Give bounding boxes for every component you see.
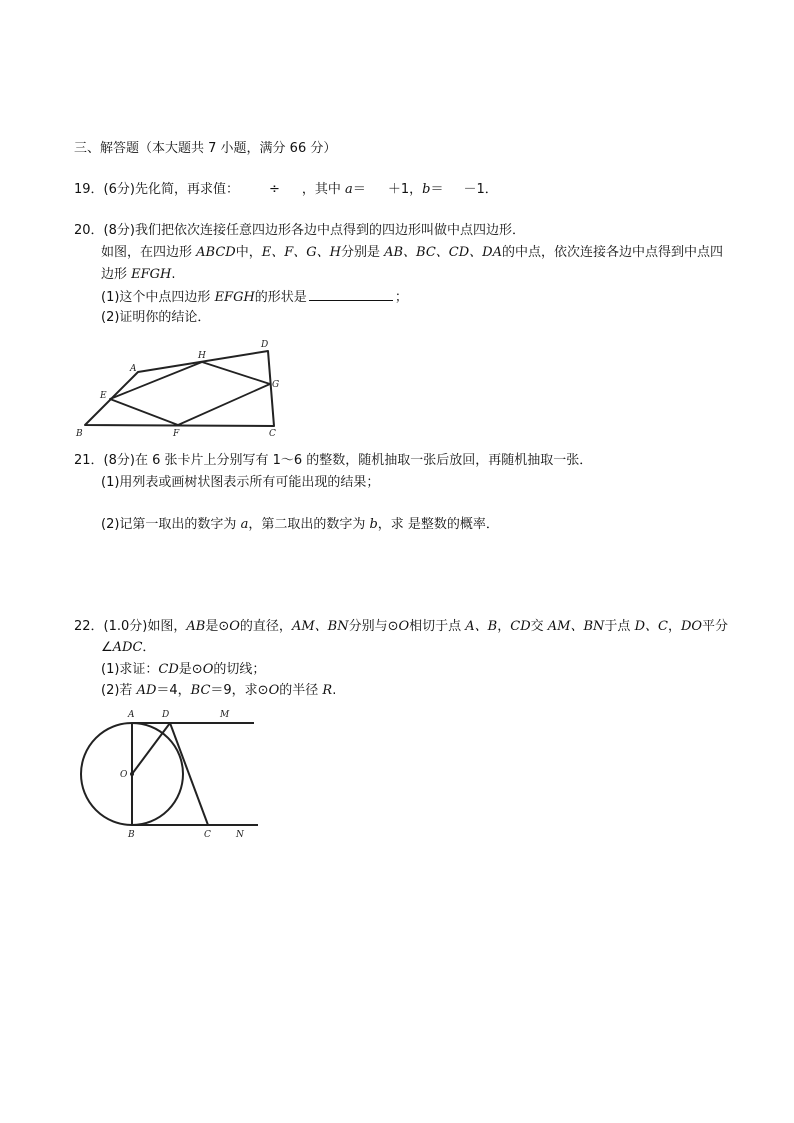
text: ， [497,619,511,634]
text: 分别是 [340,245,385,260]
question-22-line2 [101,639,155,657]
label-c: C [204,830,211,840]
question-text: 我们把依次连接任意四边形各边中点得到的四边形叫做中点四边形． [134,223,525,238]
text: EFGH [131,267,172,282]
equals: ＝ [352,182,366,197]
text: 的半径 [279,683,323,698]
text: ， [667,619,681,634]
label-b: B [76,429,83,439]
question-22-sub1 [101,661,265,679]
question-points: (1.0分) [103,619,148,634]
text: CD [158,662,179,677]
question-19 [74,181,498,199]
question-20-line3 [101,266,176,284]
answer-blank[interactable] [309,288,393,301]
question-number: 20． [74,223,104,238]
figure-circle-tangent [74,703,274,843]
quadrilateral-abcd [85,351,274,426]
label-m: M [220,710,230,720]
text: O [229,619,240,634]
question-20-sub1 [101,288,408,307]
divide-sign: ÷ [268,182,280,197]
text: 分别与⊙ [348,619,399,634]
text: EFGH [214,290,255,305]
text: CD [510,619,531,634]
text: AD [136,683,157,698]
figure-quadrilateral [74,337,304,437]
plus-one: ＋1， [387,182,423,197]
question-text: ，其中 [301,182,341,197]
text: O [202,662,214,677]
label-d: D [162,710,170,720]
variable-a: a [345,182,353,197]
question-text: 先化简，再求值： [134,182,239,197]
question-points: (6分) [103,182,135,197]
question-21-stem [74,452,592,470]
segment-od [132,723,170,774]
text: 是⊙ [178,662,203,677]
center-point [130,772,134,776]
question-21-sub2 [101,516,499,534]
text: . [171,267,176,282]
text: 的形状是 [254,290,307,305]
text: 如图，在四边形 [101,245,197,260]
text: O [268,683,280,698]
label-b: B [128,830,135,840]
text: 的中点，依次连接各边中点得到中点四 [501,245,723,260]
text: 平分 [702,619,729,634]
section-header: 三、解答题（本大题共 7 小题，满分 66 分） [74,141,337,156]
text: R [322,683,333,698]
text: D、C [634,619,668,634]
text: 如图， [147,619,187,634]
question-20-stem [74,222,525,240]
question-points: (8分) [103,223,135,238]
question-number: 19． [74,182,104,197]
question-number: 21． [74,453,104,468]
question-22-stem [74,618,728,636]
text: AM、BN [547,619,605,634]
text: AM、BN [291,619,349,634]
label-d: D [261,340,269,350]
text: E、F、G、H [261,245,341,260]
text: ． [142,640,156,655]
text: . [332,683,337,698]
text: 于点 [604,619,635,634]
text: ，求 是整数的概率． [377,517,499,532]
text: (1)这个中点四边形 [101,290,215,305]
text: DO [680,619,703,634]
question-text: 在 6 张卡片上分别写有 1～6 的整数，随机抽取一张后放回，再随机抽取一张． [134,453,593,468]
label-a: A [128,710,135,720]
text: 交 [530,619,548,634]
label-o: O [120,770,128,780]
text: BC [190,683,211,698]
question-20-line2 [101,244,723,262]
text: (2)记第一取出的数字为 [101,517,241,532]
equals: ＝ [430,182,444,197]
text: (2)若 [101,683,137,698]
question-20-sub2: (2)证明你的结论． [101,310,211,325]
text: AB、BC、CD、DA [384,245,502,260]
text: 中， [235,245,262,260]
label-g: G [272,380,280,390]
angle-sign: ∠ [101,640,113,655]
text: 边形 [101,267,132,282]
label-h: H [198,351,206,361]
text: O [398,619,410,634]
question-number: 22． [74,619,104,634]
text: (1)求证： [101,662,159,677]
text: 的切线； [213,662,266,677]
label-n: N [236,830,244,840]
text: ； [394,290,408,305]
question-21-sub1: (1)用列表或画树状图表示所有可能出现的结果； [101,475,380,490]
text: 相切于点 [409,619,466,634]
label-a: A [130,364,137,374]
text: ，第二取出的数字为 [248,517,370,532]
text: ABCD [196,245,236,260]
segment-dc [170,723,208,825]
variable-b: b [422,182,431,197]
question-22-sub2 [101,682,336,700]
text: ＝9，求⊙ [210,683,269,698]
text: A、B [465,619,498,634]
text: 的直径， [239,619,292,634]
minus-one: －1． [463,182,498,197]
text: ＝4， [156,683,191,698]
text: AB [186,619,206,634]
label-f: F [173,429,180,439]
label-e: E [100,391,107,401]
question-points: (8分) [103,453,135,468]
text: 是⊙ [205,619,230,634]
label-c: C [269,429,276,439]
text: ADC [112,640,143,655]
variable-b: b [369,517,378,532]
variable-a: a [240,517,249,532]
